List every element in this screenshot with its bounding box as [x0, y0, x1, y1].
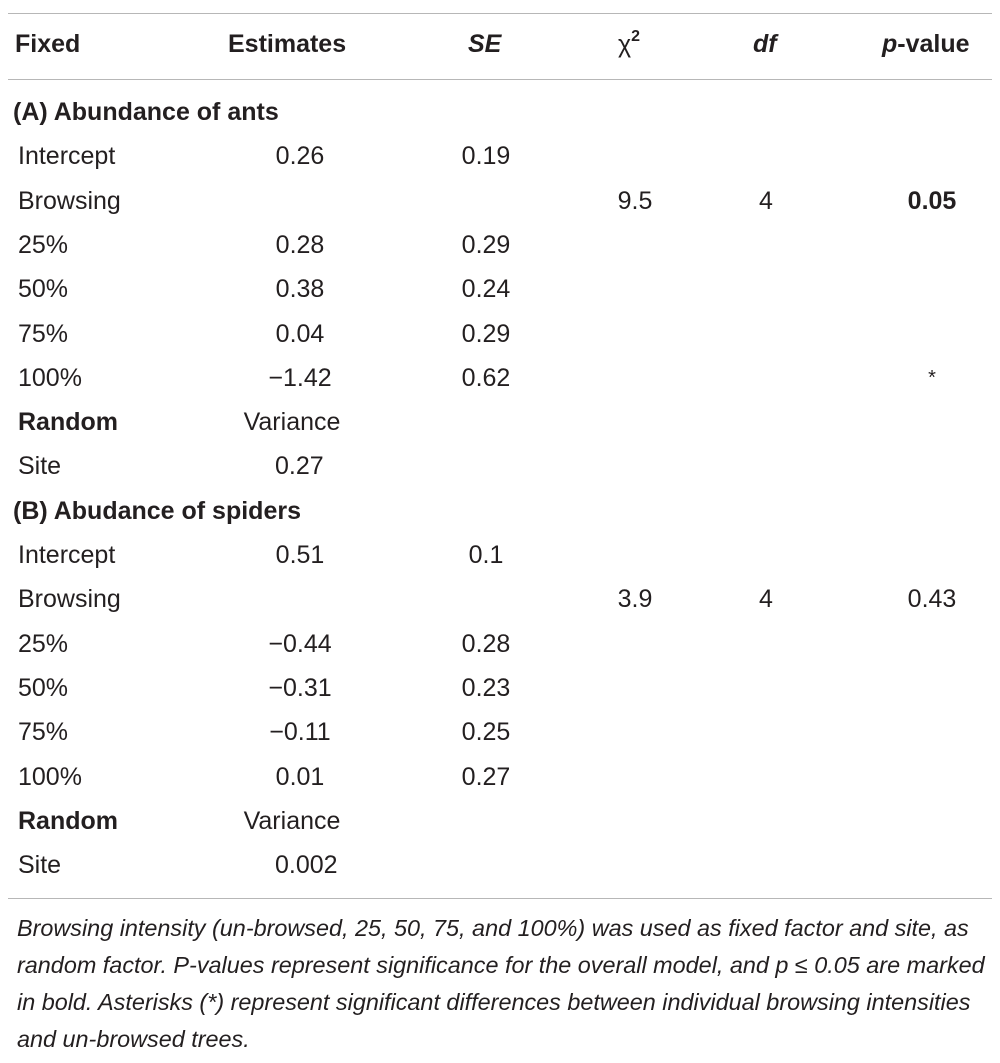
- row-label: 75%: [18, 718, 69, 747]
- bottom-rule: [8, 898, 992, 899]
- p-value-cell: 0.43: [907, 585, 957, 614]
- se-cell: 0.19: [461, 142, 511, 171]
- site-variance-value: 0.27: [275, 452, 324, 481]
- section-heading: [0, 97, 1000, 141]
- row-label: 100%: [18, 363, 82, 392]
- site-row: [0, 850, 1000, 894]
- row-label: Intercept: [18, 142, 116, 171]
- row-label: Browsing: [18, 186, 121, 215]
- se-cell: 0.29: [461, 230, 511, 259]
- row-label: 50%: [18, 673, 69, 702]
- site-row: [0, 451, 1000, 495]
- table-row: [0, 584, 1000, 628]
- variance-label: Variance: [243, 806, 341, 835]
- estimate-cell: 0.51: [275, 541, 325, 569]
- row-label: 50%: [18, 275, 69, 304]
- estimate-cell: −0.31: [268, 673, 332, 702]
- se-cell: 0.27: [461, 762, 511, 791]
- header-fixed: Fixed: [15, 30, 81, 58]
- random-label: Random: [18, 806, 118, 835]
- variance-label: Variance: [243, 408, 341, 437]
- header-rule: [8, 79, 992, 80]
- estimate-cell: 0.04: [275, 319, 325, 348]
- row-label: Intercept: [18, 541, 116, 569]
- table-row: [0, 762, 1000, 806]
- chi-squared-cell: 9.5: [617, 186, 653, 215]
- header-chi-squared: [618, 30, 640, 59]
- df-cell: 4: [759, 186, 773, 215]
- random-header-row: [0, 806, 1000, 850]
- section-heading: [0, 496, 1000, 540]
- row-label: Browsing: [18, 585, 121, 614]
- chi-symbol: χ: [618, 30, 632, 59]
- site-label: Site: [18, 851, 62, 880]
- row-label: 25%: [18, 629, 69, 658]
- random-label: Random: [18, 408, 118, 437]
- table-row: [0, 717, 1000, 761]
- se-cell: 0.23: [461, 673, 511, 702]
- row-label: 25%: [18, 230, 69, 259]
- section-title: (B) Abudance of spiders: [13, 496, 301, 525]
- df-cell: 4: [759, 585, 773, 614]
- estimate-cell: 0.26: [275, 142, 325, 171]
- se-cell: 0.28: [461, 629, 511, 658]
- estimate-cell: 0.28: [275, 230, 325, 259]
- se-cell: 0.29: [461, 319, 511, 348]
- se-cell: 0.24: [461, 275, 511, 304]
- table-row: [0, 673, 1000, 717]
- table-row: [0, 274, 1000, 318]
- site-label: Site: [18, 452, 62, 481]
- estimate-cell: −0.11: [269, 718, 331, 747]
- table-row: [0, 629, 1000, 673]
- row-label: 100%: [18, 762, 82, 791]
- random-header-row: [0, 407, 1000, 451]
- p-suffix: -value: [897, 30, 970, 58]
- header-df: df: [753, 30, 777, 58]
- table-row: [0, 540, 1000, 584]
- estimate-cell: 0.38: [275, 275, 325, 304]
- table-row: [0, 319, 1000, 363]
- top-rule: [8, 13, 992, 14]
- estimate-cell: −0.44: [268, 629, 332, 658]
- p-italic: p: [882, 30, 898, 58]
- table-row: [0, 186, 1000, 230]
- estimate-cell: −1.42: [268, 363, 332, 392]
- row-label: 75%: [18, 319, 69, 348]
- table-footnote: Browsing intensity (un-browsed, 25, 50, 75, and 100%) was used as fixed factor and site, as random factor. P-values represent significance for the overall model, and p ≤ 0.05 are marked in bold. Asterisks (*) represent significant differences between individual browsing intensities and un-browsed trees.: [17, 915, 985, 1052]
- table-row: [0, 230, 1000, 274]
- significance-asterisk: *: [928, 366, 936, 389]
- section-title: (A) Abundance of ants: [13, 98, 279, 126]
- table-row: [0, 363, 1000, 407]
- p-value-cell: 0.05: [907, 186, 957, 215]
- header-se: SE: [468, 30, 502, 58]
- chi-superscript: 2: [631, 28, 641, 45]
- table-row: [0, 141, 1000, 185]
- site-variance-value: 0.002: [275, 851, 338, 880]
- estimate-cell: 0.01: [275, 762, 325, 791]
- se-cell: 0.62: [461, 363, 511, 392]
- header-p-value: [882, 30, 970, 59]
- chi-squared-cell: 3.9: [617, 585, 653, 614]
- se-cell: 0.25: [461, 718, 511, 747]
- se-cell: 0.1: [468, 541, 504, 569]
- header-estimates: Estimates: [228, 30, 347, 58]
